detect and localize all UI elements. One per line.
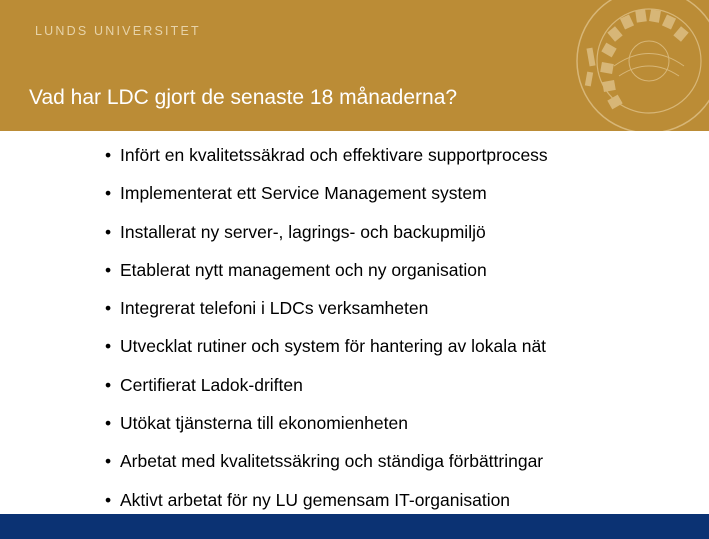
- list-item: • Arbetat med kvalitetssäkring och ständiga förbättringar: [105, 451, 544, 472]
- list-item: • Installerat ny server-, lagrings- och backupmiljö: [105, 221, 486, 242]
- list-item: • Implementerat ett Service Management system: [105, 183, 487, 204]
- bullet-icon: •: [105, 451, 112, 472]
- list-item: • Infört en kvalitetssäkrad och effektivare supportprocess: [105, 145, 548, 165]
- list-item: • Utvecklat rutiner och system för hantering av lokala nät: [105, 336, 547, 357]
- slide-header: [0, 0, 709, 131]
- bullet-icon: •: [105, 298, 112, 319]
- bullet-icon: •: [105, 374, 112, 395]
- bullet-icon: •: [105, 336, 112, 357]
- bullet-icon: •: [105, 259, 112, 280]
- bullet-icon: •: [105, 413, 112, 434]
- bullet-icon: •: [105, 183, 112, 204]
- list-item: • Aktivt arbetat för ny LU gemensam IT-organisation: [105, 489, 511, 510]
- university-seal-icon: [574, 0, 709, 131]
- slide-title: Vad har LDC gjort de senaste 18 månaderna?: [29, 86, 458, 109]
- list-item: • Etablerat nytt management och ny organisation: [105, 259, 487, 280]
- bullet-icon: •: [105, 221, 112, 242]
- list-item: • Utökat tjänsterna till ekonomienheten: [105, 413, 408, 434]
- bullet-icon: •: [105, 145, 112, 165]
- list-item: • Integrerat telefoni i LDCs verksamheten: [105, 298, 429, 319]
- university-name: LUNDS UNIVERSITET: [35, 24, 201, 38]
- bullet-icon: •: [105, 489, 112, 510]
- bullet-list: [105, 143, 548, 526]
- list-item: • Certifierat Ladok-driften: [105, 374, 303, 395]
- footer-bar: [0, 514, 709, 539]
